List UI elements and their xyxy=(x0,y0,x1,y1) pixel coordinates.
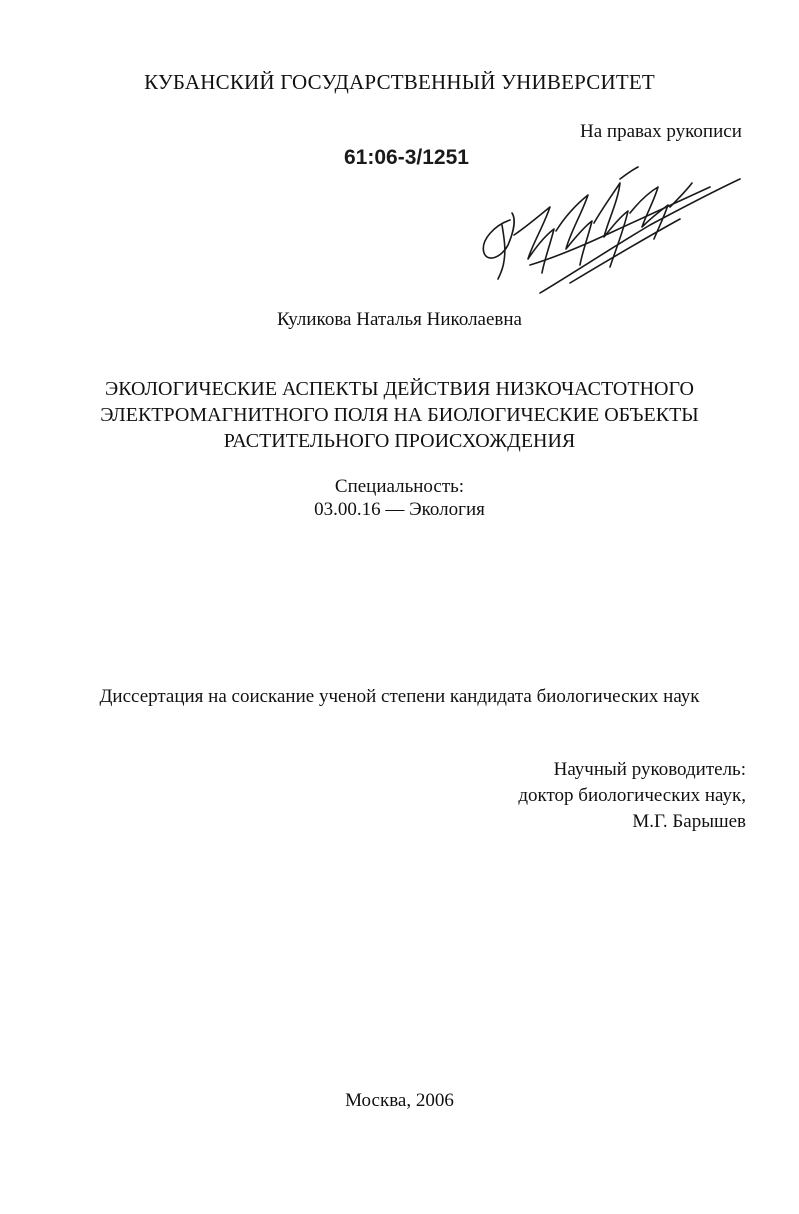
supervisor-line: М.Г. Барышев xyxy=(632,811,746,832)
city-year: Москва, 2006 xyxy=(345,1090,454,1111)
dissertation-title xyxy=(0,376,799,454)
university-name: КУБАНСКИЙ ГОСУДАРСТВЕННЫЙ УНИВЕРСИТЕТ xyxy=(144,70,655,94)
specialty-value: 03.00.16 — Экология xyxy=(314,499,485,520)
author-name: Куликова Наталья Николаевна xyxy=(277,309,522,330)
supervisor-block xyxy=(518,757,746,835)
title-line: ЭКОЛОГИЧЕСКИЕ АСПЕКТЫ ДЕЙСТВИЯ НИЗКОЧАСТОТНОГО xyxy=(105,378,694,400)
dissertation-statement: Диссертация на соискание ученой степени кандидата биологических наук xyxy=(99,686,700,707)
catalog-number: 61:06-3/1251 xyxy=(344,146,469,169)
rights-notice: На правах рукописи xyxy=(580,121,742,142)
supervisor-line: Научный руководитель: xyxy=(553,759,746,780)
specialty-label: Специальность: xyxy=(334,476,465,497)
supervisor-line: доктор биологических наук, xyxy=(518,785,746,806)
title-line: ЭЛЕКТРОМАГНИТНОГО ПОЛЯ НА БИОЛОГИЧЕСКИЕ ОБЪЕКТЫ xyxy=(100,404,699,426)
title-line: РАСТИТЕЛЬНОГО ПРОИСХОЖДЕНИЯ xyxy=(223,430,576,452)
handwritten-signature xyxy=(470,165,745,300)
